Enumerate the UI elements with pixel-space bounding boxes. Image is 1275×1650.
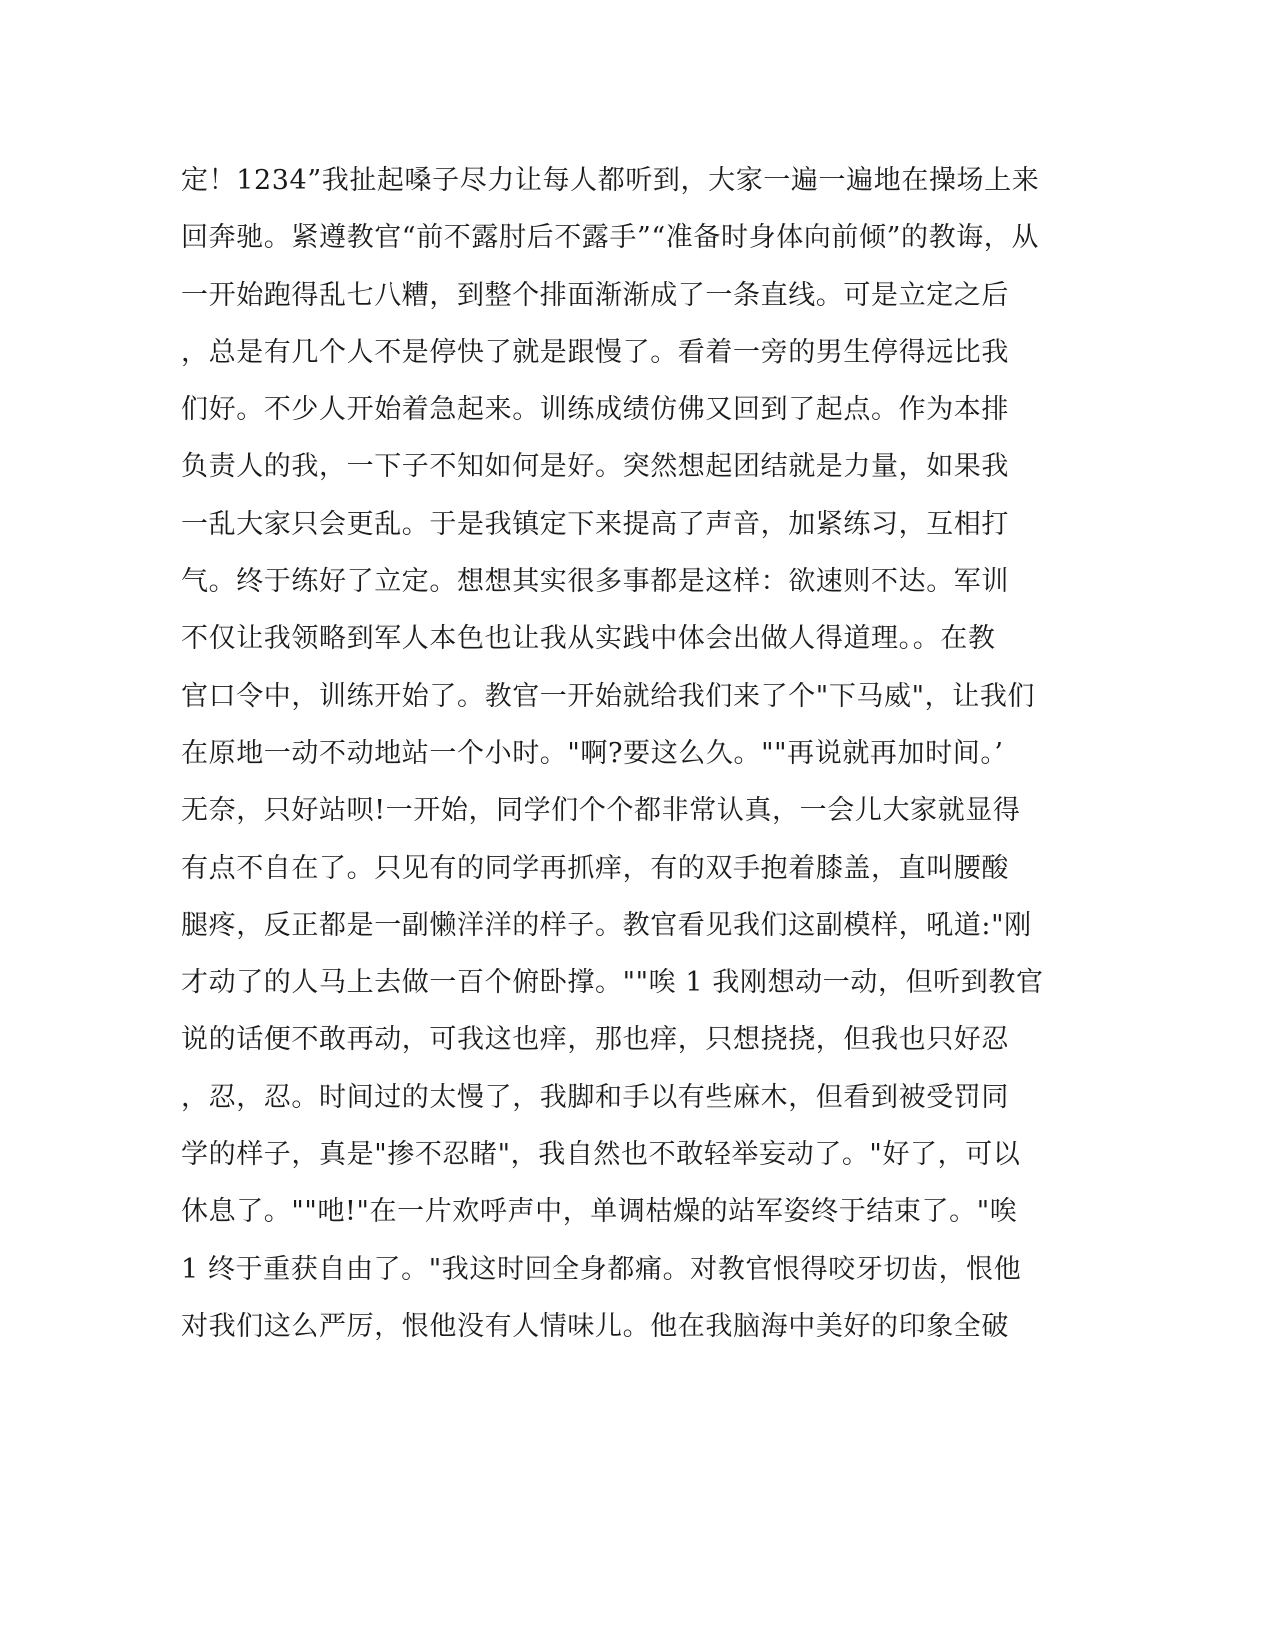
text-line: 定！1234”我扯起嗓子尽力让每人都听到，大家一遍一遍地在操场上来 xyxy=(181,165,1040,196)
text-line: 一开始跑得乱七八糟，到整个排面渐渐成了一条直线。可是立定之后 xyxy=(181,279,1009,311)
text-line: 说的话便不敢再动，可我这也痒，那也痒，只想挠挠，但我也只好忍 xyxy=(181,1024,1009,1056)
text-line: 回奔驰。紧遵教官“前不露肘后不露手”“准备时身体向前倾”的教诲，从 xyxy=(181,222,1040,254)
text-line: 在原地一动不动地站一个小时。"啊?要这么久。""再说就再加时间。’ xyxy=(181,737,1004,769)
text-line: 官口令中，训练开始了。教官一开始就给我们来了个"下马威"，让我们 xyxy=(181,680,1036,712)
text-line: 一乱大家只会更乱。于是我镇定下来提高了声音，加紧练习，互相打 xyxy=(181,508,1009,540)
text-line: 们好。不少人开始着急起来。训练成绩仿佛又回到了起点。作为本排 xyxy=(181,394,1009,426)
body-text xyxy=(181,152,1044,1355)
text-line: 对我们这么严厉，恨他没有人情味儿。他在我脑海中美好的印象全破 xyxy=(181,1310,1009,1342)
text-line: ，总是有几个人不是停快了就是跟慢了。看着一旁的男生停得远比我 xyxy=(181,336,1009,368)
text-line: 休息了。""吔!"在一片欢呼声中，单调枯燥的站军姿终于结束了。"唉 xyxy=(181,1196,1018,1228)
text-line: 腿疼，反正都是一副懒洋洋的样子。教官看见我们这副模样，吼道:"刚 xyxy=(181,909,1032,941)
text-line: 无奈，只好站呗!一开始，同学们个个都非常认真，一会儿大家就显得 xyxy=(181,795,1021,827)
text-line: 才动了的人马上去做一百个俯卧撑。""唉 1 我刚想动一动，但听到教官 xyxy=(181,967,1044,999)
text-line: 负责人的我，一下子不知如何是好。突然想起团结就是力量，如果我 xyxy=(181,451,1009,483)
text-line: 1 终于重获自由了。"我这时回全身都痛。对教官恨得咬牙切齿，恨他 xyxy=(181,1253,1022,1285)
text-line: 不仅让我领略到军人本色也让我从实践中体会出做人得道理。。在教 xyxy=(181,623,996,655)
text-line: 气。终于练好了立定。想想其实很多事都是这样：欲速则不达。军训 xyxy=(181,566,1009,598)
text-line: 有点不自在了。只见有的同学再抓痒，有的双手抱着膝盖，直叫腰酸 xyxy=(181,852,1009,884)
text-line: ，忍，忍。时间过的太慢了，我脚和手以有些麻木，但看到被受罚同 xyxy=(181,1081,1009,1113)
text-line: 学的样子，真是"掺不忍睹"，我自然也不敢轻举妄动了。"好了，可以 xyxy=(181,1139,1021,1171)
